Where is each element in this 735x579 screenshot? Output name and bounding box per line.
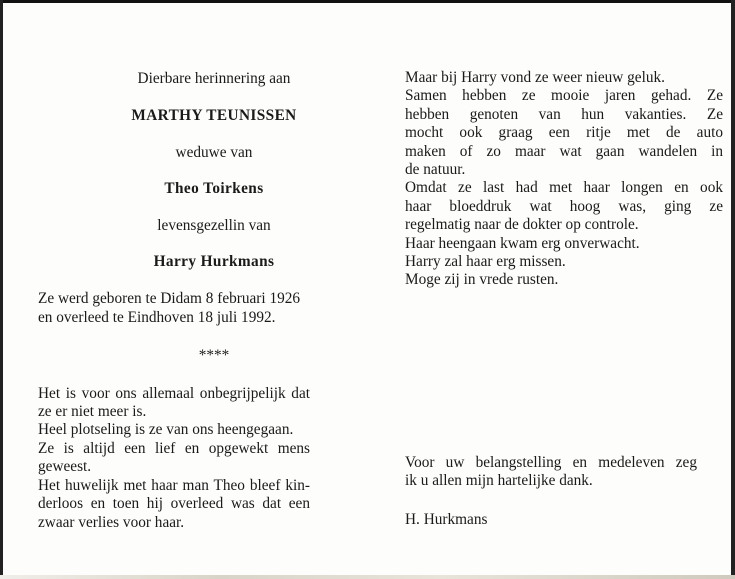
memorial-text-left bbox=[38, 385, 310, 532]
birth-line: Ze werd geboren te Didam 8 februari 1926 bbox=[38, 290, 301, 308]
card-border-bottom bbox=[0, 575, 735, 579]
card-border-top bbox=[0, 0, 735, 3]
text-line: regelmatig naar de dokter op controle. bbox=[405, 216, 639, 234]
text-line: de natuur. bbox=[405, 161, 466, 179]
text-line: geweest. bbox=[38, 458, 92, 476]
right-column bbox=[405, 69, 723, 290]
memorial-text-right bbox=[405, 69, 723, 290]
text-line: hebben genoten van hun vakanties. Ze bbox=[405, 105, 723, 123]
partner-name: Harry Hurkmans bbox=[153, 253, 275, 271]
deceased-name: MARTHY TEUNISSEN bbox=[131, 107, 297, 125]
card-border-right bbox=[731, 0, 735, 579]
separator-stars: **** bbox=[198, 347, 230, 365]
relation-partner: levensgezellin van bbox=[157, 216, 271, 234]
text-line: ze er niet meer is. bbox=[38, 403, 147, 421]
text-line: Omdat ze last had met haar longen en ook bbox=[405, 179, 723, 197]
signature: H. Hurkmans bbox=[405, 511, 488, 528]
husband-name: Theo Toirkens bbox=[164, 180, 264, 198]
text-line: Heel plotseling is ze van ons heengegaan. bbox=[38, 421, 294, 439]
text-line: maken of zo maar wat gaan wandelen in bbox=[405, 142, 723, 160]
text-line: Maar bij Harry vond ze weer nieuw geluk. bbox=[405, 69, 665, 86]
left-column bbox=[38, 70, 330, 532]
thanks-line: Voor uw belangstelling en medeleven zeg bbox=[405, 454, 697, 471]
death-line: en overleed te Eindhoven 18 juli 1992. bbox=[38, 308, 276, 326]
relation-widow: weduwe van bbox=[175, 143, 253, 161]
intro-text: Dierbare herinnering aan bbox=[137, 70, 291, 87]
text-line: Het huwelijk met haar man Theo bleef kin- bbox=[38, 476, 310, 494]
text-line: derloos en toen hij overleed was dat een bbox=[38, 495, 310, 513]
card-border-left bbox=[0, 0, 3, 579]
birth-death-text bbox=[38, 290, 328, 327]
text-line: Moge zij in vrede rusten. bbox=[405, 271, 559, 289]
text-line: Ze is altijd een lief en opgewekt mens bbox=[38, 439, 310, 457]
text-line: Samen hebben ze mooie jaren gehad. Ze bbox=[405, 87, 723, 105]
text-line: haar bloeddruk wat hoog was, ging ze bbox=[405, 197, 723, 215]
text-line: Harry zal haar erg missen. bbox=[405, 253, 566, 271]
text-line: mocht ook graag een ritje met de auto bbox=[405, 124, 723, 142]
thanks-line: ik u allen mijn hartelijke dank. bbox=[405, 472, 593, 490]
thank-you-text bbox=[405, 454, 697, 491]
text-line: Het is voor ons allemaal onbegrijpelijk dat bbox=[38, 384, 310, 402]
text-line: Haar heengaan kwam erg onverwacht. bbox=[405, 234, 640, 252]
text-line: zwaar verlies voor haar. bbox=[38, 513, 185, 531]
